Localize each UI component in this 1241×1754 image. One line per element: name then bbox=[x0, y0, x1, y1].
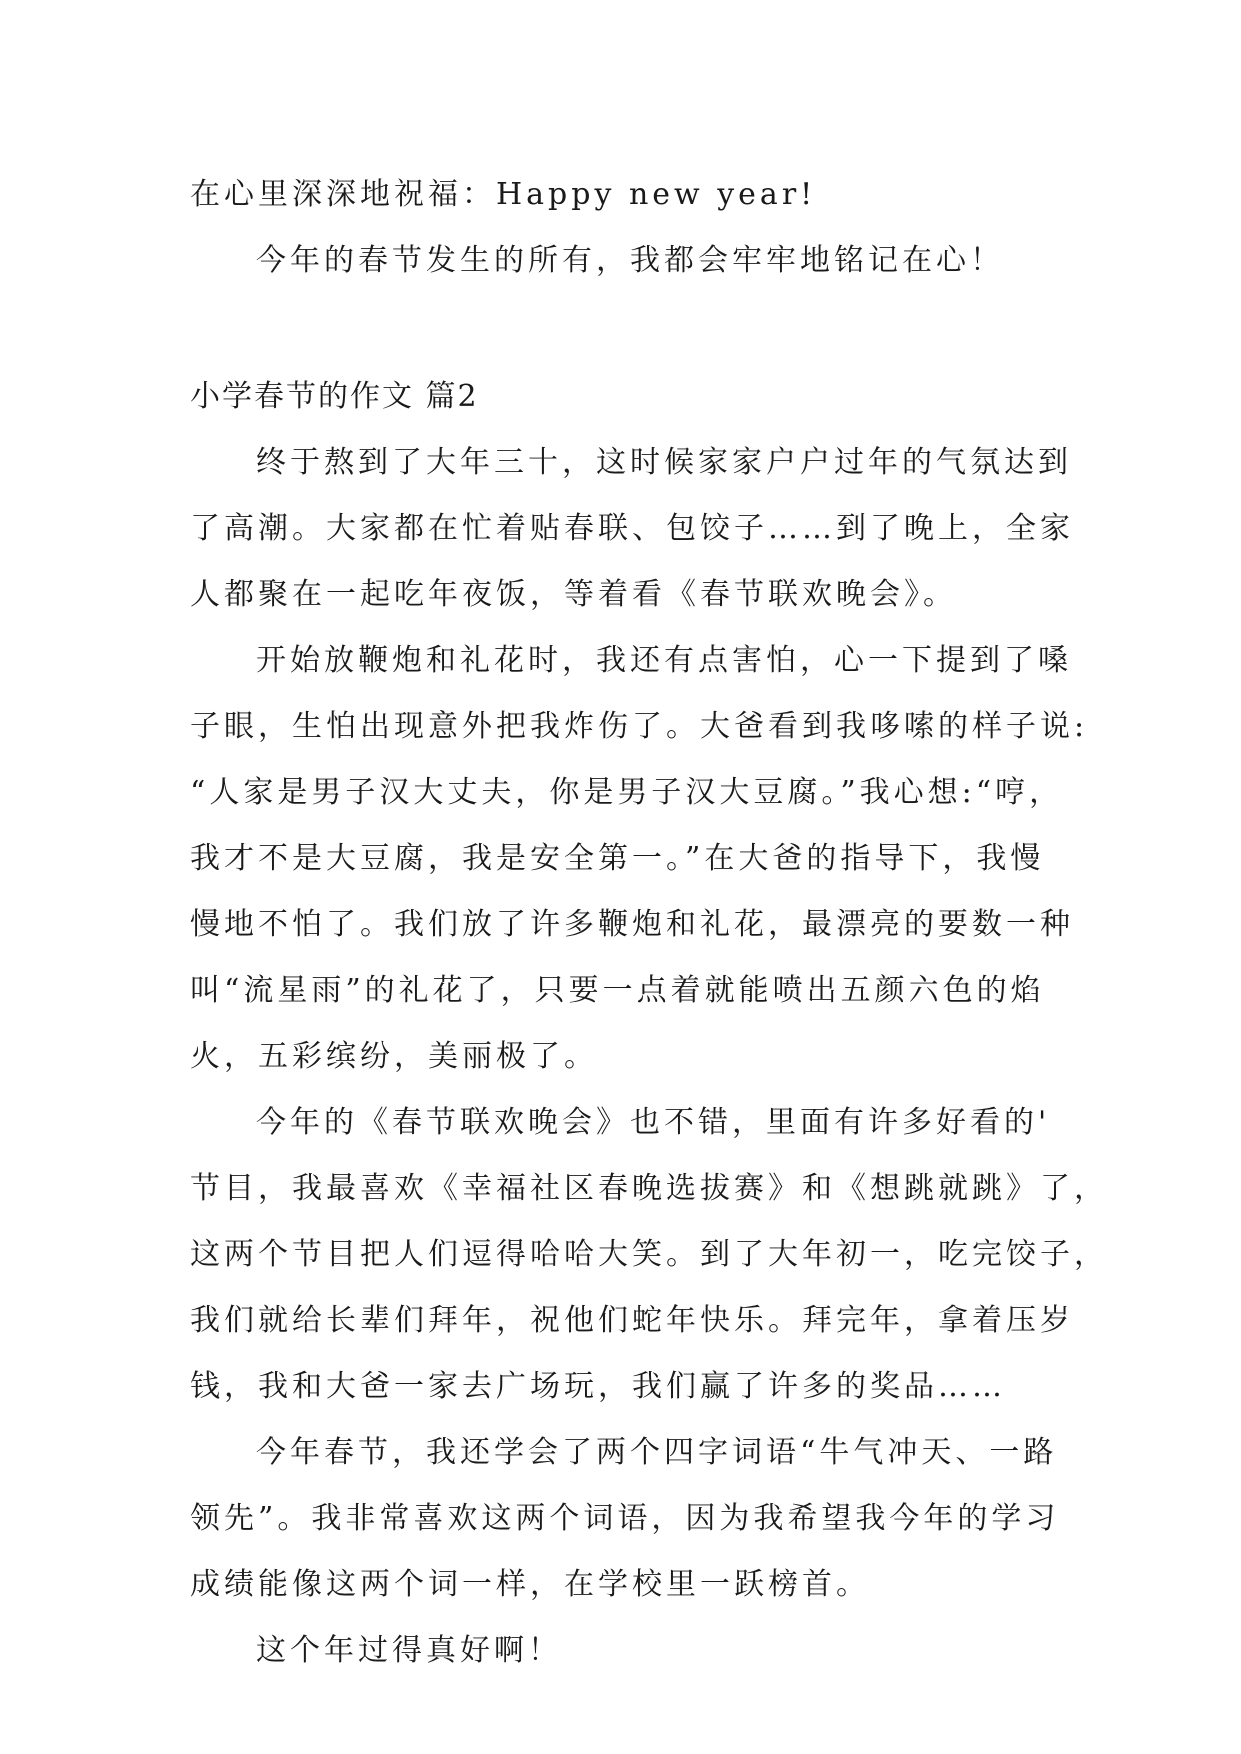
paragraph bbox=[190, 628, 1089, 1090]
text-line: 这两个节目把人们逗得哈哈大笑。到了大年初一，吃完饺子， bbox=[190, 1237, 1108, 1272]
text-line: 今年春节，我还学会了两个四字词语“牛气冲天、一路 bbox=[256, 1435, 1058, 1470]
text-line: 我们就给长辈们拜年，祝他们蛇年快乐。拜完年，拿着压岁 bbox=[190, 1303, 1074, 1338]
text-line: 慢地不怕了。我们放了许多鞭炮和礼花，最漂亮的要数一种 bbox=[190, 907, 1074, 942]
text-line: “人家是男子汉大丈夫，你是男子汉大豆腐。”我心想:“哼， bbox=[190, 775, 1064, 810]
text-line: 领先”。我非常喜欢这两个词语，因为我希望我今年的学习 bbox=[190, 1501, 1060, 1536]
section-heading: 小学春节的作文 篇2 bbox=[190, 379, 479, 414]
text-line: 了高潮。大家都在忙着贴春联、包饺子……到了晚上，全家 bbox=[190, 511, 1074, 546]
text-line: 节目，我最喜欢《幸福社区春晚选拔赛》和《想跳就跳》了， bbox=[190, 1171, 1108, 1206]
text-line: 火，五彩缤纷，美丽极了。 bbox=[190, 1039, 598, 1074]
document-page bbox=[190, 162, 1108, 1684]
paragraph bbox=[190, 1618, 1050, 1684]
text-line: 人都聚在一起吃年夜饭，等着看《春节联欢晚会》。 bbox=[190, 577, 957, 612]
section-gap bbox=[190, 294, 1050, 364]
paragraph bbox=[190, 1090, 1108, 1420]
text-line: 我才不是大豆腐，我是安全第一。”在大爸的指导下，我慢 bbox=[190, 841, 1045, 876]
text-line: 这个年过得真好啊！ bbox=[256, 1633, 562, 1668]
paragraph bbox=[190, 1420, 1060, 1618]
paragraph bbox=[190, 430, 1074, 628]
text-line: 子眼，生怕出现意外把我炸伤了。大爸看到我哆嗦的样子说: bbox=[190, 709, 1089, 744]
text-line: 终于熬到了大年三十，这时候家家户户过年的气氛达到 bbox=[256, 445, 1072, 480]
text-line: 成绩能像这两个词一样，在学校里一跃榜首。 bbox=[190, 1567, 870, 1602]
text-line: 今年的《春节联欢晚会》也不错，里面有许多好看的' bbox=[256, 1105, 1051, 1140]
text-line: 今年的春节发生的所有，我都会牢牢地铭记在心！ bbox=[256, 243, 1004, 278]
text-line: 在心里深深地祝福：Happy new year! bbox=[190, 177, 817, 212]
text-line: 叫“流星雨”的礼花了，只要一点着就能喷出五颜六色的焰 bbox=[190, 973, 1045, 1008]
text-line: 开始放鞭炮和礼花时，我还有点害怕，心一下提到了嗓 bbox=[256, 643, 1072, 678]
text-line: 钱，我和大爸一家去广场玩，我们赢了许多的奖品…… bbox=[190, 1369, 1006, 1404]
